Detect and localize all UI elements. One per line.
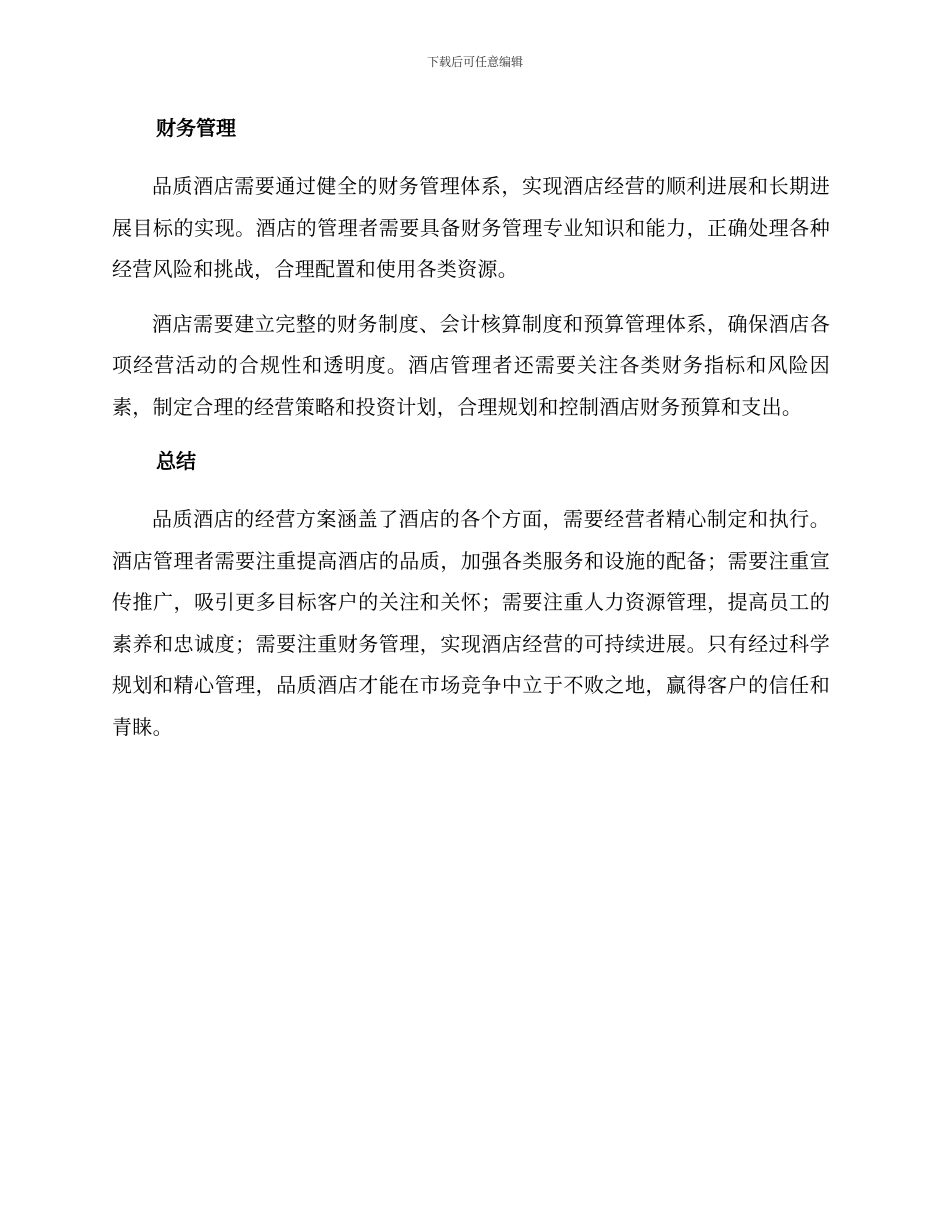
section-heading-summary: 总结	[156, 449, 196, 473]
page-header-note: 下载后可任意编辑	[426, 55, 523, 69]
paragraph-finance-1: 品质酒店需要通过健全的财务管理体系，实现酒店经营的顺利进展和长期进展目标的实现。酒店的管理者需要具备财务管理专业知识和能力，正确处理各种经营风险和挑战，合理配置和使用各类资源。	[112, 174, 830, 281]
paragraph-finance-2: 酒店需要建立完整的财务制度、会计核算制度和预算管理体系，确保酒店各项经营活动的合规性和透明度。酒店管理者还需要关注各类财务指标和风险因素，制定合理的经营策略和投资计划，合理规划和控制酒店财务预算和支出。	[112, 311, 830, 419]
section-heading-finance: 财务管理	[156, 116, 236, 140]
document-body	[112, 112, 830, 748]
paragraph-summary-1: 品质酒店的经营方案涵盖了酒店的各个方面，需要经营者精心制定和执行。酒店管理者需要注重提高酒店的品质，加强各类服务和设施的配备；需要注重宣传推广，吸引更多目标客户的关注和关怀；需要注重人力资源管理，提高员工的素养和忠诚度；需要注重财务管理，实现酒店经营的可持续进展。只有经过科学规划和精心管理，品质酒店才能在市场竞争中立于不败之地，赢得客户的信任和青睐。	[112, 507, 830, 739]
